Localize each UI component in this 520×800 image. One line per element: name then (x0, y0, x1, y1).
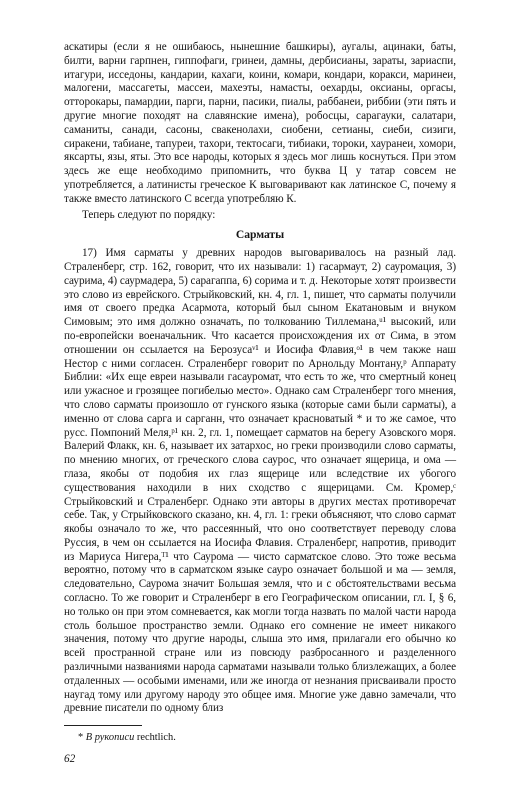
paragraph-17: 17) Имя сарматы у древних народов выговаривалось на разный лад. Страленберг, стр. 162, говорит, что их называли: 1) гасармаут, 2) сауромация, 3) саурима, 4) саурмадера, 5) сарагаппа, 6) сорима и т. д. Некоторые хотят произвести это слово из еврейского. Стрыйковский, кн. 4, гл. 1, пишет, что сарматы получили имя от своего предка Асармота, который был сыном Екатановым и внуком Симовым; это имя должно означать, по толкованию Тиллемана,ᵘ¹ высокий, или по-европейски военачальник. Что касается происхождения их от Сима, в этом отношении он ссылается на Берозусаᵛ¹ и Иосифа Флавия,ᵒ¹ в чем также наш Нестор с ними согласен. Страленберг говорит по Арнольду Монтану,ᵖ Аппарату Библии: «Их еще евреи называли гасауромат, что есть то же, что смертный конец или ужасное и грозящее погибелью место». Однако сам Страленберг того мнения, что слово сарматы произошло от гунского языка (которые сами были сарматы), а именно от слова сарга и сарганн, что означает красноватый * и то же самое, что русс. Помпоний Меля,ᵖ¹ кн. 2, гл. 1, помещает сарматов на берегу Азовского моря. Валерий Флакк, кн. 6, называет их затархос, но греки производили слово сарматы, по мнению многих, от греческого слова саурос, что означает ящерица, и ома — глаза, якобы от подобия их глаз ящерице или вследствие их убогого существования находили в них сходство с ящерицами. См. Кромер,ᶜ Стрыйковский и Страленберг. Однако эти авторы в других местах противоречат себе. Так, у Стрыйковского сказано, кн. 4, гл. 1: греки объясняют, что слово сармат якобы означало то же, что рассеянный, что оно соответствует переводу слова Руссия, в чем он ссылается на Иосифа Флавия. Страленберг, напротив, приводит из Мариуса Нигера,ᵀ¹ что Саурома — чисто сарматское слово. Это тоже весьма вероятно, потому что в сарматском языке сауро означает большой и ма — земля, следовательно, Саурома значит Большая земля, что и с обстоятельствами весьма согласно. То же говорит и Страленберг в его Географическом описании, гл. I, § 6, но только он при этом сомневается, как могли тогда назвать по малой части народа столь большое пространство земли. Однако его сомнение не имеет никакого значения, потому что другие народы, слыша это имя, прилагали его обычно ко всей пространной стране или из повсюду разбросанного и разделенного различными названиями народа сарматами называли только близлежащих, а более отдаленных — особыми именами, или же иногда от незнания присваивали просто наугад тому или другому народу это общее имя. Многие уже давно замечали, что древние писатели по одному близ (64, 247, 456, 715)
footnote (78, 731, 448, 744)
footnote-divider (64, 725, 142, 726)
paragraph-people-list: аскатиры (если я не ошибаюсь, нынешние башкиры), аугалы, ацинаки, баты, билти, варни гарпнен, гиппофаги, гринеи, дамны, дербисианы, зараты, зариаспи, итагури, исседоны, кандарии, кахаги, коини, комари, кондари, коракси, маринеи, малогени, массагеты, массеи, махеэты, намасты, оехарды, оксианы, оргасы, отторокары, памардии, парги, парни, пасики, пиалы, раббанеи, риббии (эти пять и другие многие походят на славянские имена), робосцы, сарагауки, салатари, саманиты, санади, сасоны, свакенолахи, сиобени, сетианы, сиеби, сизиги, сиракени, табиане, тапуреи, тахори, тектосаги, тибиаки, тороки, хауранеи, хомори, яксарты, язы, яты. Это все народы, которых я здесь мог лишь коснуться. При этом здесь же еще необходимо припомнить, что буква Ц у татар совсем не употребляется, а латинисты греческое К выговаривают как латинское С, почему я также вместо латинского С всегда употребляю К. (64, 41, 456, 205)
footnote-marker: * (78, 732, 86, 743)
section-title: Сарматы (235, 228, 285, 242)
page-number: 62 (64, 753, 76, 765)
main-text-column (64, 41, 456, 716)
footnote-prefix: В рукописи (85, 732, 135, 743)
footnote-word: rechtlich. (134, 732, 176, 743)
paragraph-order: Теперь следуют по порядку: (82, 208, 216, 221)
